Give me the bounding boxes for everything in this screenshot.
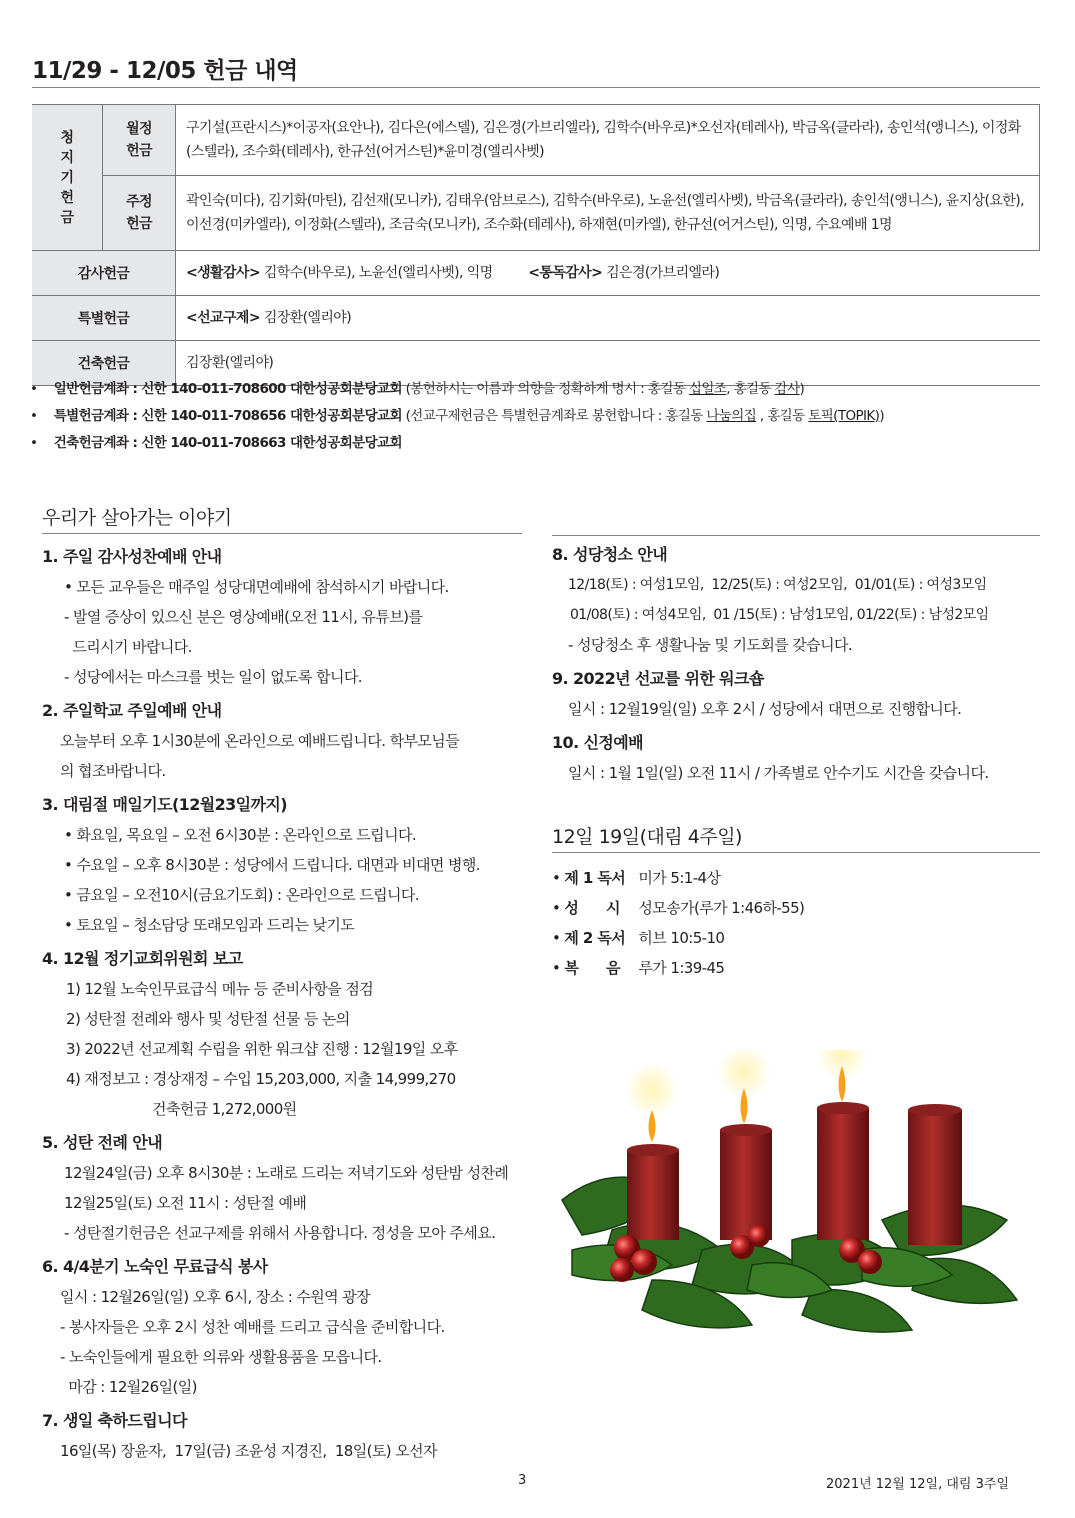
- item1-heading: 1. 주일 감사성찬예배 안내: [42, 547, 222, 566]
- candle: [627, 1150, 679, 1240]
- item2-line: 의 협조바랍니다.: [60, 762, 166, 780]
- reading-label: 복 음: [564, 959, 620, 977]
- item1-line: 드리시기 바랍니다.: [64, 638, 192, 656]
- thanks-read-tag: <통독감사>: [528, 265, 603, 281]
- weekly-offering-names: 곽인숙(미다), 김기화(마틴), 김선재(모니카), 김태우(암브로스), 김학수(바우로), 노윤선(엘리사벳), 박금옥(클라라), 송인석(앵니스), 윤지상(요한), 이선경(미카엘라), 이정화(스텔라), 조금숙(모니카), 조수화(테레사), 하재현(미카엘), 한규선(어거스틴), 익명, 수요예배 1명: [176, 176, 1040, 251]
- candle: [817, 1108, 869, 1240]
- item4-line: 3) 2022년 선교계획 수립을 위한 워크샵 진행 : 12월19일 오후: [66, 1040, 458, 1058]
- title-divider: [32, 87, 1040, 88]
- building-offering-label: 건축헌금: [32, 341, 176, 386]
- page-title: 11/29 - 12/05 헌금 내역: [32, 58, 298, 84]
- special-offering-content: [176, 296, 1040, 341]
- news-left-column: [42, 503, 522, 1466]
- item8-line: 01/08(토) : 여성4모임, 01 /15(토) : 남성1모임, 01/22(토) : 남성2모임: [570, 607, 989, 623]
- account-general-note: (봉헌하시는 이름과 의향을 정확하게 명시 : 홍길동: [401, 381, 689, 397]
- item4-line: 건축헌금 1,272,000원: [152, 1100, 297, 1118]
- reading-text: 루가 1:39-45: [638, 959, 725, 977]
- item3-line: • 토요일 – 청소담당 또래모임과 드리는 낮기도: [64, 916, 355, 934]
- item10-heading: 10. 신정예배: [552, 733, 643, 752]
- item8-line: - 성당청소 후 생활나눔 및 기도회를 갖습니다.: [568, 636, 853, 654]
- item6-line: 마감 : 12월26일(일): [60, 1378, 197, 1396]
- candle: [908, 1110, 962, 1245]
- item6-line: - 노숙인들에게 필요한 의류와 생활용품을 모읍니다.: [60, 1348, 382, 1366]
- right-column-divider: [552, 535, 1040, 536]
- item2-heading: 2. 주일학교 주일예배 안내: [42, 701, 222, 720]
- account-special-note: (선교구제헌금은 특별헌금계좌로 봉헌합니다 : 홍길동: [401, 408, 707, 424]
- special-tag: <선교구제>: [186, 310, 260, 326]
- account-special-end: ): [879, 408, 885, 424]
- item5-line: - 성탄절기헌금은 선교구제를 위해서 사용합니다. 정성을 모아 주세요.: [64, 1224, 496, 1242]
- item4-line: 2) 성탄절 전례와 행사 및 성탄절 선물 등 논의: [66, 1010, 350, 1028]
- account-building-label: 건축헌금계좌 : 신한 140-011-708663 대한성공회분당교회: [53, 435, 402, 451]
- account-general-sep: , 홍길동: [726, 381, 775, 397]
- weekly-offering-label: 주정 헌금: [103, 176, 176, 251]
- item3-line: • 화요일, 목요일 – 오전 6시30분 : 온라인으로 드립니다.: [64, 826, 417, 844]
- item1-line: - 성당에서는 마스크를 벗는 일이 없도록 합니다.: [64, 668, 362, 686]
- reading-item: • 제 2 독서 히브 10:5-10: [552, 923, 1040, 953]
- reading-label: 제 2 독서: [564, 929, 626, 947]
- account-general-example2: 감사: [774, 381, 800, 397]
- page-number: 3: [518, 1473, 527, 1488]
- item5-heading: 5. 성탄 전례 안내: [42, 1133, 163, 1152]
- account-general-example1: 십일조: [688, 381, 727, 397]
- footer-date: 2021년 12월 12일, 대림 3주일: [826, 1477, 1010, 1492]
- item6-line: 일시 : 12월26일(일) 오후 6시, 장소 : 수원역 광장: [60, 1288, 370, 1306]
- item4-line: 1) 12월 노숙인무료급식 메뉴 등 준비사항을 점검: [66, 980, 374, 998]
- item8-line: 12/18(토) : 여성1모임, 12/25(토) : 여성2모임, 01/01(토) : 여성3모임: [568, 577, 987, 593]
- item4-line: 4) 재정보고 : 경상재정 – 수입 15,203,000, 지출 14,999,270: [66, 1070, 456, 1088]
- monthly-offering-names: 구기설(프란시스)*이공자(요안나), 김다은(에스델), 김은경(가브리엘라), 김학수(바우로)*오선자(테레사), 박금옥(클라라), 송인석(앵니스), 이정화(스텔라), 조수화(테레사), 한규선(어거스틴)*윤미경(엘리사벳): [176, 105, 1040, 176]
- item1-line: - 발열 증상이 있으신 분은 영상예배(오전 11시, 유튜브)를: [64, 608, 423, 626]
- account-special: [30, 405, 884, 432]
- account-building: [30, 432, 884, 459]
- item10-line: 일시 : 1월 1일(일) 오전 11시 / 가족별로 안수기도 시간을 갖습니다.: [568, 764, 989, 782]
- account-list: [30, 378, 884, 459]
- special-offering-label: 특별헌금: [32, 296, 176, 341]
- account-special-label: 특별헌금계좌 : 신한 140-011-708656 대한성공회분당교회: [53, 408, 402, 424]
- candle-glow: [624, 1062, 680, 1118]
- regular-offering-label: 청 지 기 헌 금: [32, 105, 103, 251]
- item3-heading: 3. 대림절 매일기도(12월23일까지): [42, 795, 287, 814]
- reading-text: 성모송가(루가 1:46하-55): [638, 899, 805, 917]
- readings-title: 12일 19일(대림 4주일): [552, 826, 742, 848]
- item6-line: - 봉사자들은 오후 2시 성찬 예배를 드리고 급식을 준비합니다.: [60, 1318, 445, 1336]
- account-general-label: 일반헌금계좌 : 신한 140-011-708600 대한성공회분당교회: [53, 381, 402, 397]
- reading-item: • 복 음 루가 1:39-45: [552, 953, 1040, 983]
- reading-text: 미가 5:1-4상: [638, 869, 721, 887]
- thanks-offering-content: [176, 251, 1040, 296]
- reading-text: 히브 10:5-10: [638, 929, 725, 947]
- item3-line: • 수요일 – 오후 8시30분 : 성당에서 드립니다. 대면과 비대면 병행.: [64, 856, 480, 874]
- account-general-end: ): [799, 381, 805, 397]
- thanks-read-names: 김은경(가브리엘라): [606, 265, 720, 281]
- item6-heading: 6. 4/4분기 노숙인 무료급식 봉사: [42, 1257, 268, 1276]
- item5-line: 12월24일(금) 오후 8시30분 : 노래로 드리는 저녁기도와 성탄밤 성찬례: [64, 1164, 509, 1182]
- item9-line: 일시 : 12월19일(일) 오후 2시 / 성당에서 대면으로 진행합니다.: [568, 700, 962, 718]
- thanks-life-tag: <생활감사>: [186, 265, 260, 281]
- item9-heading: 9. 2022년 선교를 위한 워크숍: [552, 669, 764, 688]
- news-section-title: 우리가 살아가는 이야기: [42, 507, 232, 529]
- account-special-example2: 토픽(TOPIK): [808, 408, 880, 424]
- special-names: 김장환(엘리야): [263, 310, 352, 326]
- item7-line: 16일(목) 장윤자, 17일(금) 조윤성 지경진, 18일(토) 오선자: [60, 1442, 437, 1460]
- reading-item: • 성 시 성모송가(루가 1:46하-55): [552, 893, 1040, 923]
- item2-line: 오늘부터 오후 1시30분에 온라인으로 예배드립니다. 학부모님들: [60, 732, 460, 750]
- news-title-divider: [42, 533, 522, 534]
- thanks-life-names: 김학수(바우로), 노윤선(엘리사벳), 익명: [263, 265, 493, 281]
- reading-label: 제 1 독서: [564, 869, 626, 887]
- account-general: [30, 378, 884, 405]
- readings-divider: [552, 852, 1040, 853]
- account-special-example1: 나눔의집: [706, 408, 757, 424]
- item4-heading: 4. 12월 정기교회위원회 보고: [42, 949, 243, 968]
- thanks-offering-label: 감사헌금: [32, 251, 176, 296]
- item3-line: • 금요일 – 오전10시(금요기도회) : 온라인으로 드립니다.: [64, 886, 419, 904]
- item1-line: • 모든 교우들은 매주일 성당대면예배에 참석하시기 바랍니다.: [64, 578, 449, 596]
- reading-item: • 제 1 독서 미가 5:1-4상: [552, 863, 1040, 893]
- account-special-sep: , 홍길동: [756, 408, 809, 424]
- item5-line: 12월25일(토) 오전 11시 : 성탄절 예배: [64, 1194, 307, 1212]
- news-right-column: [552, 535, 1040, 983]
- offering-table: [32, 104, 1040, 386]
- advent-wreath-image: [552, 1050, 1022, 1340]
- reading-label: 성 시: [564, 899, 620, 917]
- candle: [720, 1130, 772, 1240]
- monthly-offering-label: 월정 헌금: [103, 105, 176, 176]
- item8-heading: 8. 성당청소 안내: [552, 545, 668, 564]
- item7-heading: 7. 생일 축하드립니다: [42, 1411, 187, 1430]
- building-offering-names: 김장환(엘리야): [176, 341, 1040, 386]
